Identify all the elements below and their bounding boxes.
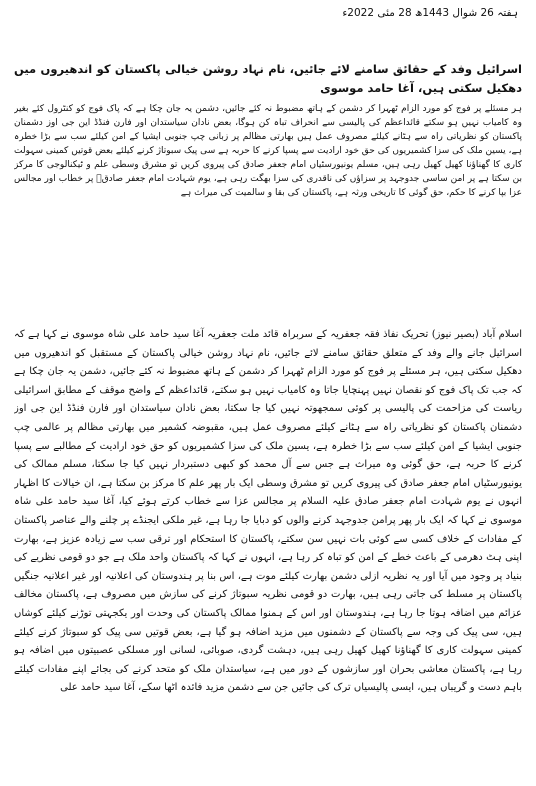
article-headline: اسرائیل وفد کے حقائق سامنے لائے جائیں، نام نہاد روشن خیالی پاکستان کو اندھیروں میں دھکیل سکتی ہیں، آغا حامد موسوی <box>14 62 522 95</box>
issue-date: ہفتہ 26 شوال 1443ھ 28 مئی 2022ء <box>342 7 518 19</box>
article-lead: ہر مسئلے پر فوج کو مورد الزام ٹھہرا کر دشمن کے ہاتھ مضبوط نہ کئے جائیں، دشمن یہ جان چکا ہے کہ پاک فوج کو کنٹرول کئے بغیر وہ کامیاب نہیں ہو سکتے قائداعظم کی پالیسی سے انحراف تباہ کن ہوگا، بعض نادان سیاستدان اور فارن فنڈڈ این جی اوز دشمنان پاکستان کو نظریاتی راہ سے ہٹانے کیلئے مصروف عمل ہیں بھارتی مظالم پر زبانی چپ جنوبی ایشیا کے امن کیلئے سب سے بڑا خطرہ ہے، یسین ملک کی سزا کشمیریوں کی حق خود ارادیت سے پسپا کرنے کا حربہ ہے سی پیک سبوتاژ کرنے کیلئے بعض قوتیں کمینی سہولت کاری کا گھناؤنا کھیل کھیل رہی ہیں، مسلم یونیورسٹیاں امام جعفر صادق کی پیروی کریں تو مشرق وسطی علم و ٹیکنالوجی کا مرکز بن سکتا ہے پر امن ساسی جدوجہد پر سزاؤں کی ناقدری کی سزا بھگت رہی ہے، یوم شہادت امام جعفر صادقؑ پر خطاب اور مجالس عزا بپا کرنے کا حکم، حق گوئی کا تاریخی ورثہ ہے، پاکستان کی بقا و سالمیت کی میراث ہے <box>14 104 522 198</box>
article-body: اسلام آباد (بصیر نیوز) تحریک نفاذ فقہ جعفریہ کے سربراہ قائد ملت جعفریہ آغا سید حامد علی شاہ موسوی نے کہا ہے کہ اسرائیل جانے والے وفد کے متعلق حقائق سامنے لائے جائیں، نام نہاد روشن خیالی پاکستان کے مستقبل کو اندھیروں میں دھکیل سکتی ہیں، ہر مسئلے پر فوج کو مورد الزام ٹھہرا کر دشمن کے ہاتھ مضبوط نہ کئے جائیں، دشمن یہ جان چکا ہے کہ جب تک پاک فوج کو نقصان نہیں پہنچایا جاتا وہ کامیاب نہیں ہو سکتے، قائداعظم کے واضح موقف کے مطابق اسرائیلی ریاست کی مزاحمت کی پالیسی پر کوئی سمجھوتہ نہیں کیا جا سکتا، بعض نادان سیاستدان اور فارن فنڈڈ این جی اوز دشمنان پاکستان کو نظریاتی راہ سے ہٹانے کیلئے مصروف عمل ہیں، مقبوضہ کشمیر میں بھارتی مظالم پر عالمی چپ جنوبی ایشیا کے امن کیلئے سب سے بڑا خطرہ ہے، یسین ملک کی سزا کشمیریوں کو حق خود ارادیت کے مطالبے سے پسپا کرنے کا حربہ ہے، حق گوئی وہ میراث ہے جس سے آل محمد کو کبھی دستبردار نہیں کیا جا سکتا، مسلم ممالک کی یونیورسٹیاں امام جعفر صادق کی پیروی کریں تو مشرق وسطی ایک بار پھر علم کا مرکز بن سکتا ہے، ان خیالات کا اظہار انہوں نے یوم شہادت امام جعفر صادق علیہ السلام پر مجالس عزا سے خطاب کرتے ہوئے کیا، آغا سید حامد علی شاہ موسوی نے کہا کہ ایک بار پھر پرامن جدوجہد کرنے والوں کو دبایا جا رہا ہے، غیر ملکی ایجنڈے پر چلنے والے عناصر پاکستان کے مفادات کے خلاف کسی سے کوئی بات نہیں سن سکتے، پاکستان کا استحکام اور ترقی سب سے زیادہ عزیز ہے، بھارت اپنی ہٹ دھرمی کے باعث خطے کے امن کو تباہ کر رہا ہے، انہوں نے کہا کہ پاکستان واحد ملک ہے جو دو قومی نظریے کی بنیاد پر وجود میں آیا اور یہ نظریہ ازلی دشمن بھارت کیلئے موت ہے، اس بنا پر ہندوستان کی اعلانیہ اور غیر اعلانیہ جنگیں پاکستان پر مسلط کی جاتی رہی ہیں، بھارت دو قومی نظریہ سبوتاژ کرنے کی سازش میں مصروف ہے، پاکستان مخالف عزائم میں اضافہ ہوتا جا رہا ہے، ہندوستان اور اس کے ہمنوا ممالک پاکستان کی وحدت اور یکجہتی توڑنے کیلئے کوشاں ہیں، سی پیک کی وجہ سے پاکستان کے دشمنوں میں مزید اضافہ ہو گیا ہے، بعض قوتیں سی پیک کو سبوتاژ کرنے کیلئے کمینی سہولت کاری کا گھناؤنا کھیل کھیل رہی ہیں، دہشت گردی، صوبائی، لسانی اور مسلکی عصبیتوں میں اضافہ ہو رہا ہے، پاکستان معاشی بحران اور سازشوں کے دور میں ہے، سیاستدان ملک کو متحد کرنے کی بجائے اپنے مفادات کیلئے باہم دست و گریباں ہیں، ایسی پالیسیاں ترک کی جائیں جن سے دشمن مزید فائدہ اٹھا سکے، آغا سید حامد علی <box>14 329 522 694</box>
